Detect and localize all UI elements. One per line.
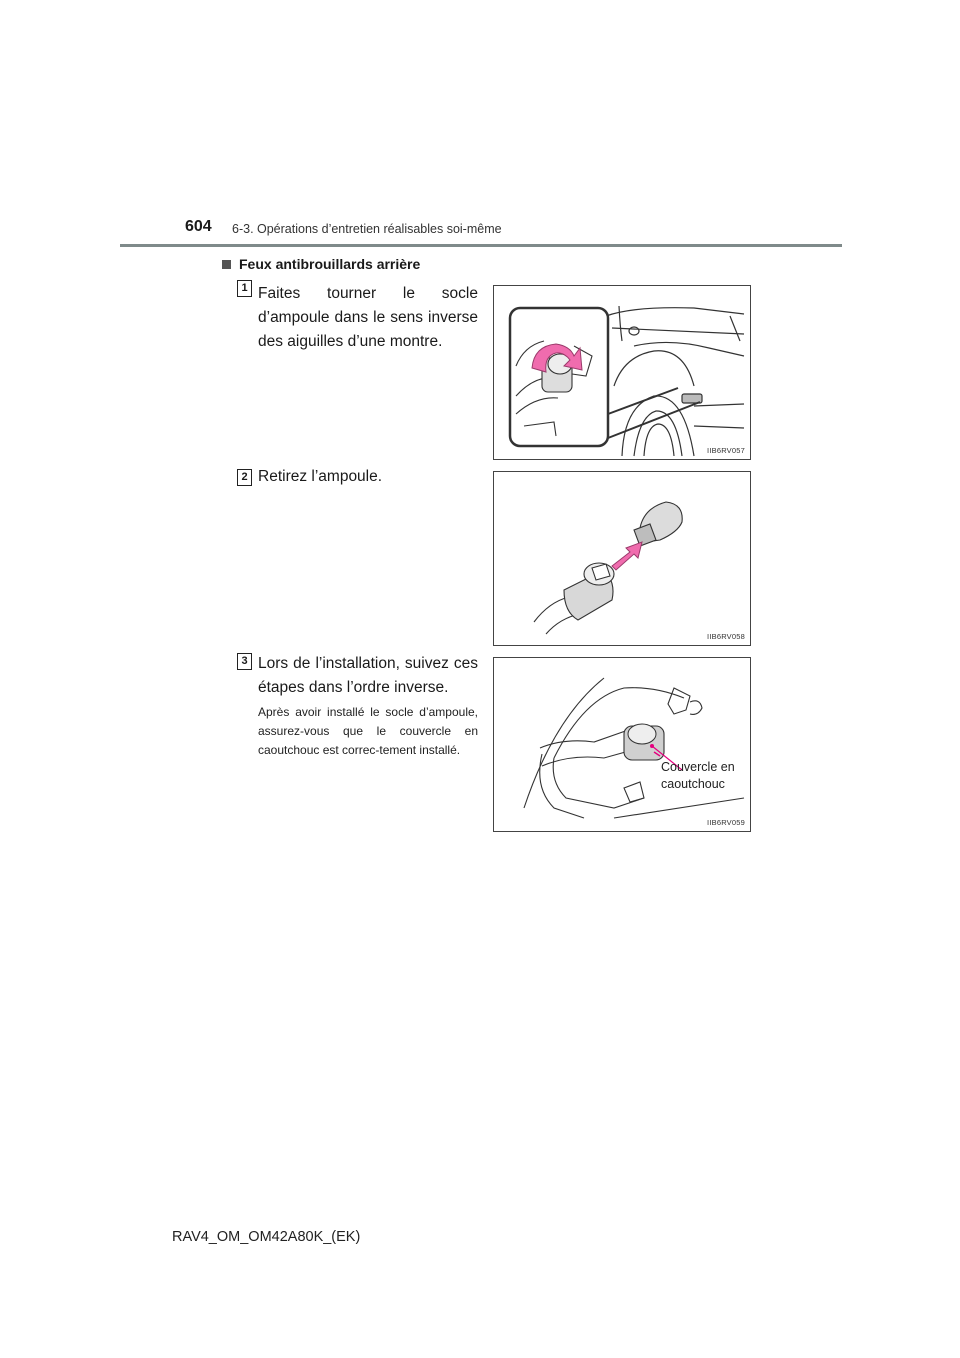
heading-text: Feux antibrouillards arrière — [239, 256, 421, 272]
figure-code: IIB6RV057 — [707, 446, 745, 455]
figure-2 — [493, 471, 751, 646]
callout-rubber-cover — [661, 759, 735, 793]
step-number-2: 2 — [237, 469, 252, 486]
figure-1 — [493, 285, 751, 460]
step-text-3: Lors de l’installation, suivez ces étapes dans l’ordre inverse. — [258, 655, 478, 696]
section-title: 6-3. Opérations d’entretien réalisables soi-même — [232, 222, 502, 236]
socket-rotation-illustration — [494, 286, 750, 459]
figure-code: IIB6RV058 — [707, 632, 745, 641]
page-number: 604 — [185, 218, 212, 235]
step-number-1: 1 — [237, 280, 252, 297]
heading-square-icon — [222, 260, 231, 269]
figure-3 — [493, 657, 751, 832]
header-rule — [120, 244, 842, 247]
callout-line-1: Couvercle en — [661, 760, 735, 774]
figure-code: IIB6RV059 — [707, 818, 745, 827]
rubber-cover-illustration — [494, 658, 750, 831]
step-note-3: Après avoir installé le socle d’ampoule, assurez-vous que le couvercle en caoutchouc est correc-tement installé. — [258, 705, 478, 757]
step-text-1: Faites tourner le socle d’ampoule dans le sens inverse des aiguilles d’une montre. — [258, 285, 478, 350]
procedure-heading — [222, 256, 420, 272]
callout-line-2: caoutchouc — [661, 777, 725, 791]
manual-code-footer: RAV4_OM_OM42A80K_(EK) — [172, 1229, 361, 1245]
step-text-2: Retirez l’ampoule. — [258, 468, 383, 485]
bulb-removal-illustration — [494, 472, 750, 645]
step-number-3: 3 — [237, 653, 252, 670]
